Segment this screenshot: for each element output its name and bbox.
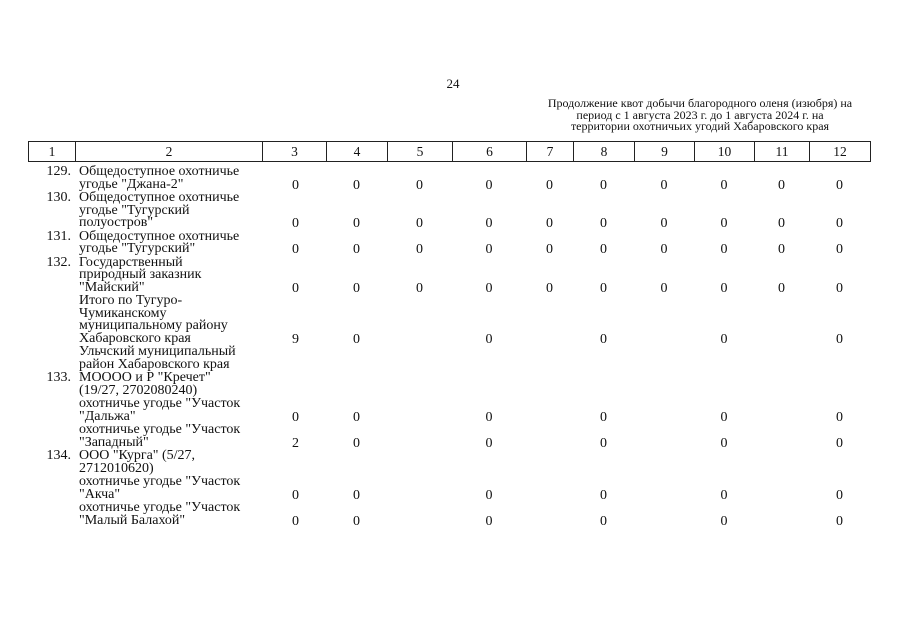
name-line: Чумиканскому xyxy=(79,305,167,321)
quota-cell: 0 xyxy=(778,216,785,231)
table-row xyxy=(28,192,870,231)
row-number: 129. xyxy=(46,164,71,179)
quota-cell: 0 xyxy=(292,177,299,193)
quota-cell xyxy=(326,372,387,398)
quota-cell: 0 xyxy=(292,280,299,296)
quota-cell: 0 xyxy=(485,487,493,503)
quota-cell: 0 xyxy=(836,177,843,193)
table-row xyxy=(28,502,870,528)
quota-cell xyxy=(387,450,452,476)
quota-cell xyxy=(387,372,452,398)
quota-cell: 0 xyxy=(600,409,607,425)
quota-cell xyxy=(754,346,809,372)
name-line: МОООО и Р "Кречет" xyxy=(79,370,211,385)
quota-cell xyxy=(387,476,452,502)
quota-cell: 0 xyxy=(720,280,728,296)
quota-cell xyxy=(754,398,809,424)
quota-cell: 0 xyxy=(292,409,299,425)
row-number xyxy=(28,424,75,450)
quota-cell xyxy=(262,372,326,398)
name-line: муниципальному району xyxy=(79,318,228,333)
quota-cell: 0 xyxy=(836,487,843,503)
quota-cell: 0 xyxy=(600,177,607,193)
hunting-ground-name xyxy=(75,192,262,231)
name-line: "Малый Балахой" xyxy=(79,512,186,528)
quota-cell: 0 xyxy=(353,216,360,231)
name-line: охотничье угодье "Участок xyxy=(79,474,241,489)
row-number xyxy=(28,476,75,502)
quota-cell xyxy=(634,502,694,528)
table-row xyxy=(28,372,870,398)
column-header: 12 xyxy=(810,142,871,162)
table-row xyxy=(28,424,870,450)
quota-cell: 0 xyxy=(600,242,607,257)
quota-cell: 0 xyxy=(353,280,360,296)
quota-cell xyxy=(694,372,754,398)
caption-line: период с 1 августа 2023 г. до 1 августа 2024 г. на xyxy=(576,107,824,122)
name-line: Общедоступное охотничье xyxy=(79,164,240,179)
quota-cell: 0 xyxy=(720,435,728,451)
hunting-ground-name xyxy=(75,254,262,296)
quota-cell: 0 xyxy=(353,487,360,503)
quota-cell xyxy=(634,476,694,502)
quota-cell: 0 xyxy=(416,216,423,231)
quota-cell: 0 xyxy=(660,216,668,231)
quota-cell: 0 xyxy=(353,177,360,193)
quota-cell: 0 xyxy=(546,177,553,193)
column-header: 9 xyxy=(635,142,695,162)
table-row xyxy=(28,450,870,476)
hunting-ground-name xyxy=(75,166,262,192)
quota-cell xyxy=(262,346,326,372)
quota-cell xyxy=(387,295,452,346)
name-line: охотничье угодье "Участок xyxy=(79,422,241,437)
row-number: 130. xyxy=(46,190,71,205)
name-line: 2712010620) xyxy=(79,460,154,476)
name-line: угодье "Тугурский xyxy=(79,202,190,218)
quota-cell: 0 xyxy=(836,242,843,257)
quota-cell xyxy=(387,424,452,450)
quota-cell xyxy=(573,346,634,372)
quota-cell xyxy=(262,450,326,476)
hunting-ground-name xyxy=(75,372,262,398)
row-number xyxy=(28,346,75,372)
quota-cell: 0 xyxy=(778,242,785,257)
quota-cell xyxy=(526,450,573,476)
column-header: 11 xyxy=(755,142,810,162)
quota-table xyxy=(28,166,870,528)
hunting-ground-name xyxy=(75,450,262,476)
name-line: Общедоступное охотничье xyxy=(79,190,240,205)
name-line: охотничье угодье "Участок xyxy=(79,396,241,411)
quota-cell xyxy=(387,502,452,528)
quota-cell: 0 xyxy=(720,331,728,347)
quota-cell xyxy=(809,450,870,476)
quota-cell: 0 xyxy=(720,177,728,193)
quota-cell xyxy=(754,502,809,528)
hunting-ground-name xyxy=(75,295,262,346)
quota-cell: 2 xyxy=(292,435,299,451)
quota-cell: 0 xyxy=(485,435,493,451)
quota-cell xyxy=(526,476,573,502)
quota-cell: 0 xyxy=(778,280,785,296)
column-header: 6 xyxy=(453,142,527,162)
quota-cell xyxy=(634,450,694,476)
quota-cell xyxy=(754,424,809,450)
row-number xyxy=(28,295,75,346)
column-header: 3 xyxy=(263,142,327,162)
quota-cell: 0 xyxy=(600,435,607,451)
column-header: 1 xyxy=(29,142,76,162)
row-number xyxy=(28,502,75,528)
quota-cell: 0 xyxy=(836,280,843,296)
quota-cell: 0 xyxy=(353,242,360,257)
name-line: (19/27, 2702080240) xyxy=(79,382,198,398)
hunting-ground-name xyxy=(75,228,262,257)
quota-cell: 0 xyxy=(720,487,728,503)
quota-cell xyxy=(526,346,573,372)
quota-cell xyxy=(754,372,809,398)
name-line: Государственный xyxy=(79,254,183,270)
quota-cell: 0 xyxy=(353,409,360,425)
quota-cell: 0 xyxy=(600,280,607,296)
quota-cell: 0 xyxy=(600,216,607,231)
name-line: "Западный" xyxy=(79,434,149,450)
column-header: 5 xyxy=(388,142,453,162)
caption-line: территории охотничьих угодий Хабаровского края xyxy=(570,119,830,133)
quota-cell: 0 xyxy=(292,216,299,231)
quota-cell: 0 xyxy=(292,242,299,257)
quota-cell: 0 xyxy=(485,216,493,231)
quota-cell xyxy=(387,346,452,372)
quota-cell: 0 xyxy=(485,177,493,193)
row-number xyxy=(28,398,75,424)
table-caption xyxy=(520,98,880,133)
quota-cell: 9 xyxy=(292,331,299,347)
quota-cell: 0 xyxy=(292,487,299,503)
quota-cell: 0 xyxy=(485,242,493,257)
quota-cell: 0 xyxy=(836,216,843,231)
quota-cell: 0 xyxy=(660,242,668,257)
quota-cell: 0 xyxy=(546,280,553,296)
quota-cell: 0 xyxy=(485,280,493,296)
quota-cell xyxy=(326,450,387,476)
quota-cell: 0 xyxy=(836,435,843,451)
name-line: ООО "Курга" (5/27, xyxy=(79,448,196,463)
hunting-ground-name xyxy=(75,476,262,502)
quota-cell: 0 xyxy=(720,513,728,529)
quota-cell: 0 xyxy=(416,280,423,296)
row-number: 131. xyxy=(46,228,71,244)
quota-cell: 0 xyxy=(485,513,493,529)
name-line: Ульчский муниципальный xyxy=(79,344,236,359)
quota-cell xyxy=(754,450,809,476)
quota-cell: 0 xyxy=(720,242,728,257)
quota-cell xyxy=(452,372,526,398)
quota-cell xyxy=(809,346,870,372)
hunting-ground-name xyxy=(75,424,262,450)
quota-cell xyxy=(634,346,694,372)
name-line: Общедоступное охотничье xyxy=(79,228,240,244)
name-line: Хабаровского края xyxy=(79,330,191,346)
hunting-ground-name xyxy=(75,346,262,372)
quota-cell xyxy=(754,476,809,502)
quota-cell: 0 xyxy=(600,513,607,529)
quota-cell xyxy=(526,502,573,528)
quota-cell xyxy=(634,424,694,450)
column-header: 8 xyxy=(574,142,635,162)
page-number: 24 xyxy=(446,76,460,91)
name-line: природный заказник xyxy=(79,267,202,282)
row-number: 134. xyxy=(46,448,71,463)
column-header: 10 xyxy=(695,142,755,162)
quota-cell: 0 xyxy=(485,331,493,347)
quota-cell xyxy=(526,424,573,450)
quota-cell: 0 xyxy=(720,216,728,231)
name-line: "Майский" xyxy=(79,279,145,295)
quota-cell: 0 xyxy=(836,513,843,529)
quota-cell xyxy=(326,346,387,372)
quota-cell xyxy=(387,398,452,424)
table-row xyxy=(28,346,870,372)
quota-cell: 0 xyxy=(485,409,493,425)
column-header: 2 xyxy=(76,142,263,162)
quota-cell: 0 xyxy=(292,513,299,529)
table-row xyxy=(28,295,870,346)
name-line: "Акча" xyxy=(79,486,121,502)
column-header: 4 xyxy=(327,142,388,162)
quota-cell: 0 xyxy=(600,331,607,347)
row-number: 133. xyxy=(46,370,71,385)
quota-cell xyxy=(694,450,754,476)
quota-cell xyxy=(694,346,754,372)
quota-cell xyxy=(573,450,634,476)
quota-cell xyxy=(809,372,870,398)
quota-cell: 0 xyxy=(660,280,668,296)
name-line: охотничье угодье "Участок xyxy=(79,500,241,515)
quota-cell: 0 xyxy=(660,177,668,193)
name-line: угодье "Тугурский" xyxy=(79,241,196,256)
name-line: "Дальжа" xyxy=(79,408,136,424)
quota-cell: 0 xyxy=(836,331,843,347)
row-number: 132. xyxy=(46,254,71,270)
table-row xyxy=(28,257,870,296)
quota-cell: 0 xyxy=(778,177,785,193)
quota-cell: 0 xyxy=(353,435,360,451)
name-line: район Хабаровского края xyxy=(79,356,230,372)
name-line: угодье "Джана-2" xyxy=(79,176,184,192)
quota-cell: 0 xyxy=(546,216,553,231)
quota-cell: 0 xyxy=(353,331,360,347)
quota-cell xyxy=(634,295,694,346)
name-line: полуостров" xyxy=(79,215,154,230)
quota-cell: 0 xyxy=(416,177,423,193)
table-row xyxy=(28,166,870,192)
quota-cell: 0 xyxy=(836,409,843,425)
caption-line: Продолжение квот добычи благородного оленя (изюбря) на xyxy=(547,96,853,110)
quota-cell: 0 xyxy=(600,487,607,503)
quota-cell xyxy=(526,398,573,424)
quota-cell xyxy=(634,398,694,424)
quota-cell xyxy=(526,295,573,346)
quota-cell xyxy=(452,346,526,372)
hunting-ground-name xyxy=(75,398,262,424)
column-number-header xyxy=(28,141,871,162)
quota-cell: 0 xyxy=(416,242,423,257)
quota-cell: 0 xyxy=(720,409,728,425)
table-row xyxy=(28,231,870,257)
quota-cell xyxy=(526,372,573,398)
table-row xyxy=(28,476,870,502)
name-line: Итого по Тугуро- xyxy=(79,293,183,308)
quota-cell xyxy=(754,295,809,346)
column-header: 7 xyxy=(527,142,574,162)
quota-cell: 0 xyxy=(353,513,360,529)
quota-cell: 0 xyxy=(546,242,553,257)
hunting-ground-name xyxy=(75,502,262,528)
table-row xyxy=(28,398,870,424)
quota-cell xyxy=(452,450,526,476)
quota-cell xyxy=(573,372,634,398)
quota-cell xyxy=(634,372,694,398)
